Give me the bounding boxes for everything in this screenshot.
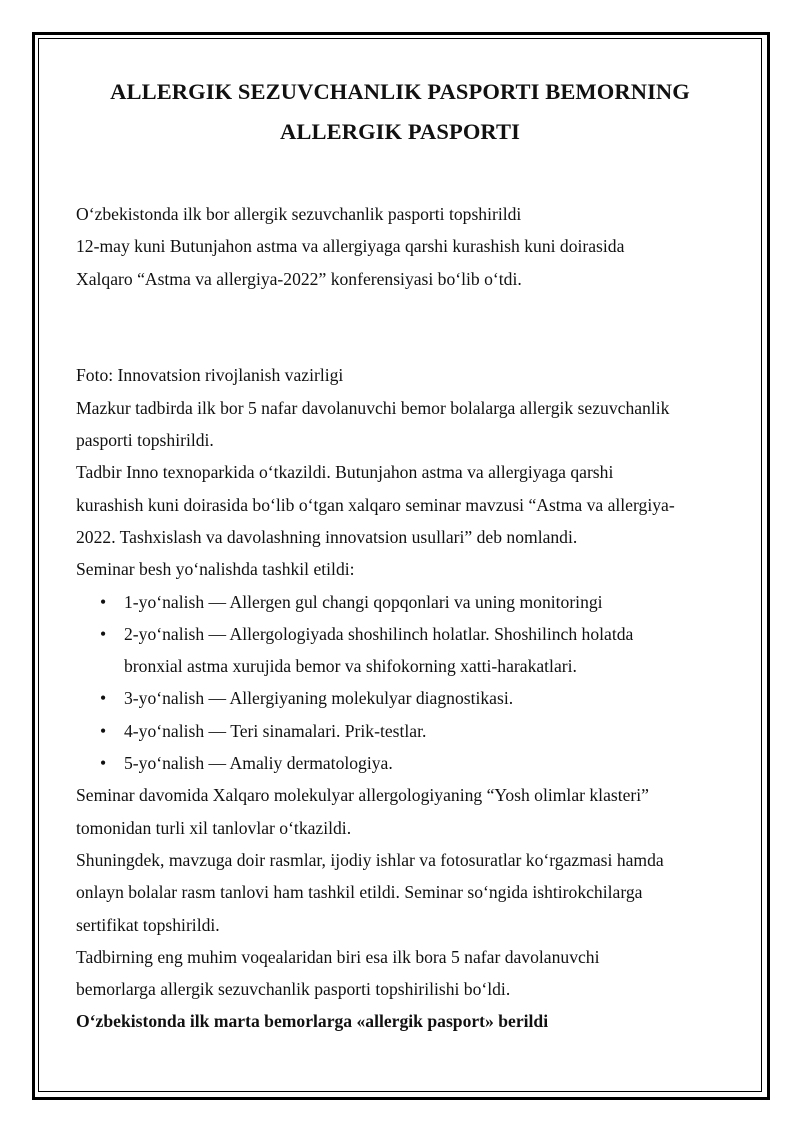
exhibit-paragraph-line: onlayn bolalar rasm tanlovi ham tashkil etildi. Seminar so‘ngida ishtirokchilarga bbox=[76, 882, 643, 903]
topic-text: 4-yo‘nalish — Teri sinamalari. Prik-testlar. bbox=[124, 720, 427, 741]
topics-list bbox=[76, 586, 736, 780]
exhibit-paragraph-line: Shuningdek, mavzuga doir rasmlar, ijodiy ishlar va fotosuratlar ko‘rgazmasi hamda bbox=[76, 849, 664, 870]
list-item bbox=[76, 618, 736, 683]
paragraph-gap bbox=[76, 295, 736, 360]
venue-paragraph-line: kurashish kuni doirasida bo‘lib o‘tgan xalqaro seminar mavzusi “Astma va allergiya- bbox=[76, 494, 675, 515]
bullet-icon: • bbox=[100, 591, 107, 612]
bullet-icon: • bbox=[100, 753, 107, 774]
topic-text: 3-yo‘nalish — Allergiyaning molekulyar diagnostikasi. bbox=[124, 688, 514, 709]
highlight-paragraph-line: Tadbirning eng muhim voqealaridan biri esa ilk bora 5 nafar davolanuvchi bbox=[76, 946, 600, 967]
topic-text: 1-yo‘nalish — Allergen gul changi qopqonlari va uning monitoringi bbox=[124, 591, 603, 612]
bullet-icon: • bbox=[100, 688, 107, 709]
topic-text: 5-yo‘nalish — Amaliy dermatologiya. bbox=[124, 753, 393, 774]
bullet-icon: • bbox=[100, 623, 107, 644]
exhibit-paragraph-line: sertifikat topshirildi. bbox=[76, 914, 220, 935]
event-paragraph-line: pasporti topshirildi. bbox=[76, 430, 214, 451]
cluster-paragraph-line: Seminar davomida Xalqaro molekulyar allergologiyaning “Yosh olimlar klasteri” bbox=[76, 785, 649, 806]
seminar-intro: Seminar besh yo‘nalishda tashkil etildi: bbox=[76, 559, 355, 580]
topic-text: 2-yo‘nalish — Allergologiyada shoshilinch holatlar. Shoshilinch holatda bbox=[124, 623, 634, 644]
intro-line: O‘zbekistonda ilk bor allergik sezuvchanlik pasporti topshirildi bbox=[76, 204, 522, 224]
cluster-paragraph-line: tomonidan turli xil tanlovlar o‘tkazildi. bbox=[76, 817, 352, 838]
document-body bbox=[76, 198, 736, 1038]
document-title bbox=[60, 72, 740, 152]
highlight-paragraph-line: bemorlarga allergik sezuvchanlik pasporti topshirilishi bo‘ldi. bbox=[76, 979, 511, 1000]
title-line-1: ALLERGIK SEZUVCHANLIK PASPORTI BEMORNING bbox=[110, 79, 690, 104]
list-item bbox=[76, 586, 736, 618]
list-item bbox=[76, 682, 736, 714]
topic-text-continued: bronxial astma xurujida bemor va shifokorning xatti-harakatlari. bbox=[124, 656, 577, 677]
intro-line: 12-may kuni Butunjahon astma va allergiyaga qarshi kurashish kuni doirasida bbox=[76, 236, 625, 257]
venue-paragraph-line: 2022. Tashxislash va davolashning innovatsion usullari” deb nomlandi. bbox=[76, 526, 578, 547]
list-item bbox=[76, 715, 736, 747]
bullet-icon: • bbox=[100, 720, 107, 741]
intro-line: Xalqaro “Astma va allergiya-2022” konferensiyasi bo‘lib o‘tdi. bbox=[76, 268, 522, 289]
title-line-2: ALLERGIK PASPORTI bbox=[280, 119, 520, 144]
event-paragraph-line: Mazkur tadbirda ilk bor 5 nafar davolanuvchi bemor bolalarga allergik sezuvchanlik bbox=[76, 397, 670, 418]
closing-statement: O‘zbekistonda ilk marta bemorlarga «allergik pasport» berildi bbox=[76, 1011, 549, 1032]
photo-caption: Foto: Innovatsion rivojlanish vazirligi bbox=[76, 365, 344, 386]
venue-paragraph-line: Tadbir Inno texnoparkida o‘tkazildi. Butunjahon astma va allergiyaga qarshi bbox=[76, 462, 614, 483]
list-item bbox=[76, 747, 736, 779]
